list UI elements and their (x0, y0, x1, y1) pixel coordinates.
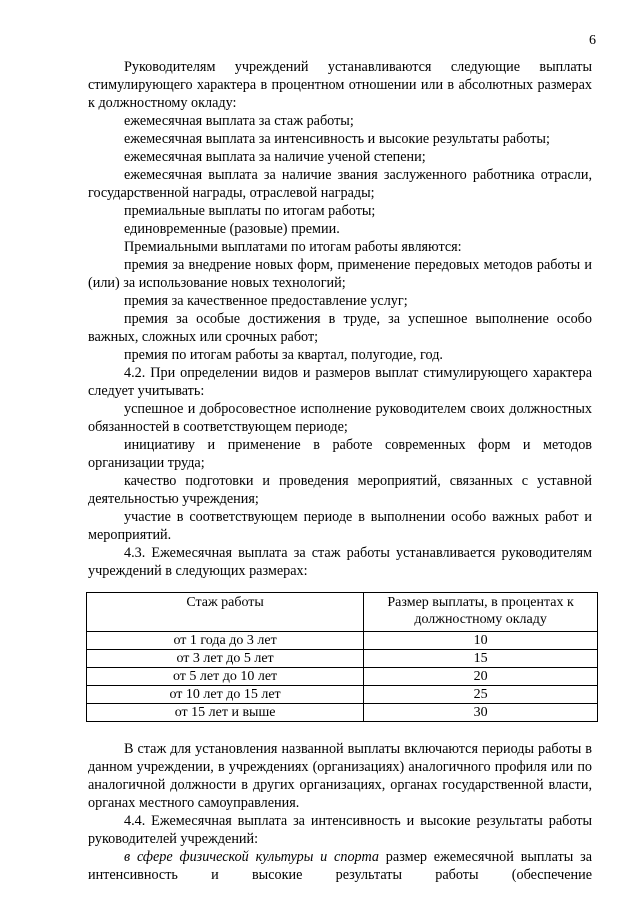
seniority-cell: от 3 лет до 5 лет (87, 650, 364, 668)
header-payment-size: Размер выплаты, в процентах к должностному окладу (364, 593, 598, 632)
percent-cell: 30 (364, 704, 598, 722)
payment-item: премиальные выплаты по итогам работы; (124, 203, 376, 219)
percent-cell: 20 (364, 668, 598, 686)
lower-text (88, 740, 592, 884)
seniority-cell: от 1 года до 3 лет (87, 632, 364, 650)
table-header-row (87, 593, 598, 632)
section-4-2: 4.2. При определении видов и размеров выплат стимулирующего характера следует учитывать: (88, 365, 592, 399)
criteria-item: успешное и добросовестное исполнение руководителем своих должностных обязанностей в соответствующем периоде; (88, 401, 592, 435)
criteria-item: инициативу и применение в работе современных форм и методов организации труда; (88, 437, 592, 471)
bonus-intro: Премиальными выплатами по итогам работы являются: (124, 239, 462, 255)
sport-paragraph (88, 848, 592, 884)
payment-item: ежемесячная выплата за стаж работы; (124, 113, 354, 129)
table-row (87, 668, 598, 686)
bonus-item: премия за особые достижения в труде, за успешное выполнение особо важных, сложных или срочных работ; (88, 311, 592, 345)
seniority-table (86, 592, 598, 722)
section-4-3: 4.3. Ежемесячная выплата за стаж работы устанавливается руководителям учреждений в следующих размерах: (88, 545, 592, 579)
seniority-note: В стаж для установления названной выплаты включаются периоды работы в данном учреждении, в учреждениях (организациях) аналогичного профиля или по аналогичной должности в других организациях, органах государственной власти, органах местного самоуправления. (88, 741, 592, 811)
bonus-item: премия за качественное предоставление услуг; (124, 293, 408, 309)
payment-item: ежемесячная выплата за наличие звания заслуженного работника отрасли, государственной награды, отраслевой награды; (88, 167, 592, 201)
percent-cell: 25 (364, 686, 598, 704)
table-row (87, 686, 598, 704)
sport-rest-text: размер ежемесячной выплаты за интенсивность и высокие результаты работы (обеспечение (88, 849, 592, 883)
sport-italic-text: в сфере физической культуры и спорта (124, 849, 379, 865)
criteria-item: качество подготовки и проведения мероприятий, связанных с уставной деятельностью учреждения; (88, 473, 592, 507)
bonus-item: премия по итогам работы за квартал, полугодие, год. (124, 347, 443, 363)
payment-item: единовременные (разовые) премии. (124, 221, 340, 237)
section-4-4: 4.4. Ежемесячная выплата за интенсивность и высокие результаты работы руководителей учреждений: (88, 813, 592, 847)
seniority-cell: от 15 лет и выше (87, 704, 364, 722)
payment-item: ежемесячная выплата за интенсивность и высокие результаты работы; (124, 131, 550, 147)
table-row (87, 632, 598, 650)
percent-cell: 15 (364, 650, 598, 668)
page-number: 6 (589, 33, 596, 48)
payment-item: ежемесячная выплата за наличие ученой степени; (124, 149, 426, 165)
seniority-cell: от 10 лет до 15 лет (87, 686, 364, 704)
table-row (87, 650, 598, 668)
header-seniority: Стаж работы (87, 593, 364, 632)
criteria-item: участие в соответствующем периоде в выполнении особо важных работ и мероприятий. (88, 509, 592, 543)
seniority-cell: от 5 лет до 10 лет (87, 668, 364, 686)
bonus-item: премия за внедрение новых форм, применение передовых методов работы и (или) за использование новых технологий; (88, 257, 592, 291)
percent-cell: 10 (364, 632, 598, 650)
intro-paragraph: Руководителям учреждений устанавливаются следующие выплаты стимулирующего характера в процентном отношении или в абсолютных размерах к должностному окладу: (88, 59, 592, 111)
upper-text (88, 58, 592, 580)
table-row (87, 704, 598, 722)
